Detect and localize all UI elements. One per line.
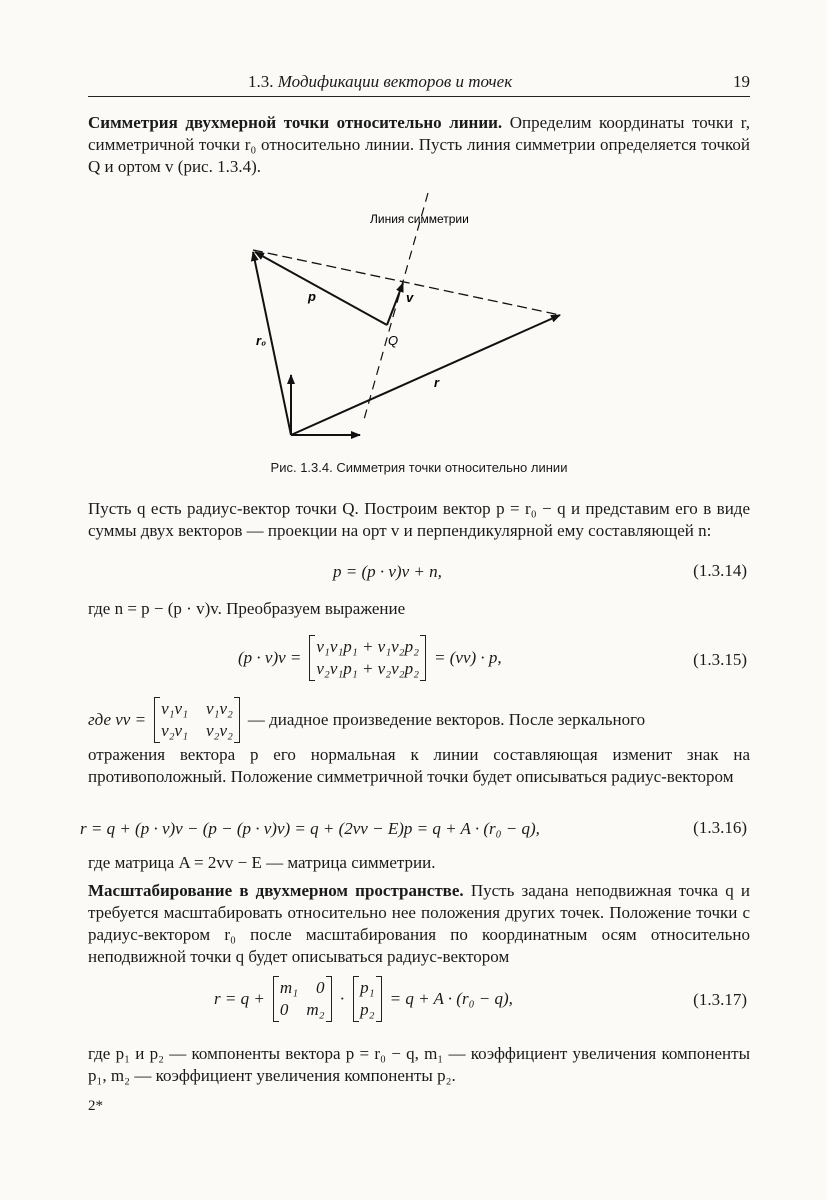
page-number: 19: [733, 72, 750, 91]
equation-1-3-16: r = q + (p · v)v − (p − (p · v)v) = q + (2vv − E)p = q + A · (r₀ − q),: [80, 819, 540, 838]
label-r: r: [434, 375, 440, 390]
label-Q: Q: [388, 333, 399, 348]
figure-symmetry: [220, 185, 620, 450]
paragraph-components: где p₁ и p₂ — компоненты вектора p = r₀ − q, m₁ — коэффициент увеличения компоненты p₁, m₂ — коэффициент увеличения компоненты p₂.: [88, 1044, 750, 1085]
vector-p: [255, 252, 387, 325]
equation-number-14: (1.3.14): [693, 561, 747, 580]
paragraph-scaling: Масштабирование в двухмерном пространстве. Пусть задана неподвижная точка q и требуется масштабировать относительно нее положения других точек. Положение точки с радиус-вектором r₀ после масштабирования по координатным осям относительно неподвижной точки q будет описываться радиус-вектором: [88, 881, 750, 966]
paragraph-heading-scaling: Масштабирование в двухмерном пространстве.: [88, 881, 464, 900]
label-r0: r₀: [256, 333, 267, 348]
paragraph-transform: где n = p − (p · v)v. Преобразуем выражение: [88, 599, 406, 618]
vector-r: [291, 315, 560, 435]
matrix-vv: v₁v₁ v₁v₂ v₂v₁ v₂v₂: [154, 697, 240, 743]
section-title: 1.3. Модификации векторов и точек: [248, 72, 513, 91]
matrix-scale: m₁ 0 0 m₂: [273, 976, 332, 1022]
signature-mark: 2*: [88, 1098, 103, 1114]
paragraph-symmetry-matrix: где матрица A = 2vv − E — матрица симметрии.: [88, 853, 436, 872]
paragraph-dyad: где vv = v₁v₁ v₁v₂ v₂v₁ v₂v₂ — диадное произведение векторов. После зеркального: [88, 697, 750, 743]
equation-number-16: (1.3.16): [693, 818, 747, 837]
label-p: p: [308, 289, 316, 304]
figure-caption: Рис. 1.3.4. Симметрия точки относительно линии: [270, 460, 568, 475]
label-v: v: [406, 290, 414, 305]
equation-1-3-15: (p · v)v = v₁v₁p₁ + v₁v₂p₂ v₂v₁p₁ + v₂v₂p₂ = (vv) · p,: [238, 635, 502, 681]
equation-1-3-17: r = q + m₁ 0 0 m₂ · p₁ p₂ = q + A · (r₀ − q),: [214, 976, 513, 1022]
paragraph-radius-vector: Пусть q есть радиус-вектор точки Q. Построим вектор p = r₀ − q и представим его в виде суммы двух векторов — проекции на орт v и перпендикулярной ему составляющей n:: [88, 499, 750, 540]
paragraph-reflection: отражения вектора p его нормальная к линии составляющая изменит знак на противоположный. Положение симметричной точки будет описываться радиус-вектором: [88, 745, 750, 786]
equation-number-15: (1.3.15): [693, 650, 747, 669]
running-header: [88, 70, 750, 97]
vector-p-components: p₁ p₂: [353, 976, 381, 1022]
paragraph-heading: Симметрия двухмерной точки относительно линии.: [88, 113, 503, 132]
vector-v: [387, 283, 403, 325]
label-line: Линия симметрии: [370, 212, 469, 226]
paragraph-symmetry-intro: Симметрия двухмерной точки относительно линии. Определим координаты точки r, симметричной точки r₀ относительно линии. Пусть линия симметрии определяется точкой Q и ортом v (рис. 1.3.4).: [88, 113, 750, 176]
matrix-dyad-product: v₁v₁p₁ + v₁v₂p₂ v₂v₁p₁ + v₂v₂p₂: [309, 635, 426, 681]
dashed-connector: [253, 250, 560, 315]
equation-1-3-14: p = (p · v)v + n,: [333, 562, 442, 581]
equation-number-17: (1.3.17): [693, 990, 747, 1009]
